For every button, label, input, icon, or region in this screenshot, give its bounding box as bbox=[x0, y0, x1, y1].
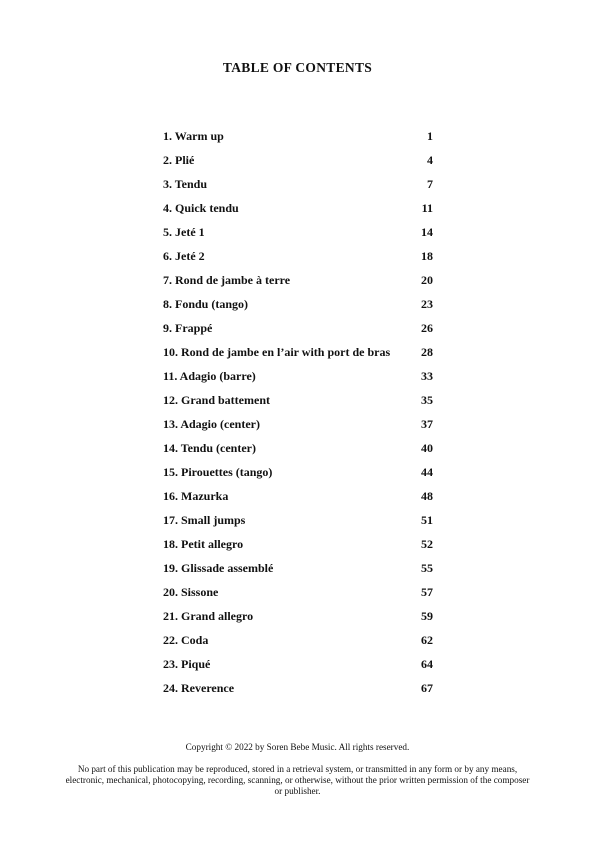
toc-entry-title: 2. Plié bbox=[163, 153, 195, 167]
table-of-contents bbox=[163, 127, 433, 703]
toc-entry-page: 7 bbox=[427, 177, 433, 191]
toc-entry-page: 14 bbox=[421, 225, 433, 239]
toc-entry-page: 62 bbox=[421, 633, 433, 647]
toc-entry-page: 59 bbox=[421, 609, 433, 623]
toc-entry bbox=[163, 319, 433, 343]
toc-entry bbox=[163, 463, 433, 487]
toc-entry-title: 7. Rond de jambe à terre bbox=[163, 273, 291, 287]
rights-notice: No part of this publication may be reproduced, stored in a retrieval system, or transmitted in any form or by any means, electronic, mechanical, photocopying, recording, scanning, or otherwise, without the prior written permission of the composer or publisher. bbox=[65, 764, 530, 796]
toc-entry bbox=[163, 151, 433, 175]
toc-entry bbox=[163, 223, 433, 247]
toc-entry bbox=[163, 127, 433, 151]
toc-entry-page: 51 bbox=[421, 513, 433, 527]
toc-entry-title: 18. Petit allegro bbox=[163, 537, 244, 551]
toc-entry bbox=[163, 511, 433, 535]
toc-entry bbox=[163, 487, 433, 511]
toc-entry bbox=[163, 199, 433, 223]
toc-entry-title: 14. Tendu (center) bbox=[163, 441, 256, 455]
toc-entry bbox=[163, 175, 433, 199]
toc-entry-page: 44 bbox=[421, 465, 433, 479]
copyright-notice: Copyright © 2022 by Soren Bebe Music. All rights reserved. bbox=[185, 742, 410, 752]
toc-entry-page: 35 bbox=[421, 393, 433, 407]
toc-entry-page: 37 bbox=[421, 417, 433, 431]
toc-entry-title: 23. Piqué bbox=[163, 657, 211, 671]
toc-entry-page: 40 bbox=[421, 441, 433, 455]
toc-entry bbox=[163, 655, 433, 679]
toc-entry bbox=[163, 247, 433, 271]
toc-entry-title: 19. Glissade assemblé bbox=[163, 561, 274, 575]
toc-entry-title: 22. Coda bbox=[163, 633, 209, 647]
toc-entry-title: 24. Reverence bbox=[163, 681, 235, 695]
toc-entry-page: 48 bbox=[421, 489, 433, 503]
toc-entry-page: 57 bbox=[421, 585, 433, 599]
toc-entry bbox=[163, 679, 433, 703]
toc-entry-title: 5. Jeté 1 bbox=[163, 225, 205, 239]
toc-entry-title: 6. Jeté 2 bbox=[163, 249, 205, 263]
toc-entry bbox=[163, 607, 433, 631]
toc-entry bbox=[163, 271, 433, 295]
toc-entry-page: 23 bbox=[421, 297, 433, 311]
toc-entry-page: 18 bbox=[421, 249, 433, 263]
toc-entry bbox=[163, 391, 433, 415]
toc-entry-title: 13. Adagio (center) bbox=[163, 417, 260, 431]
toc-entry bbox=[163, 559, 433, 583]
toc-entry-title: 20. Sissone bbox=[163, 585, 219, 599]
toc-entry-page: 55 bbox=[421, 561, 433, 575]
toc-entry-page: 20 bbox=[421, 273, 433, 287]
toc-entry-title: 21. Grand allegro bbox=[163, 609, 254, 623]
toc-entry-title: 11. Adagio (barre) bbox=[163, 369, 256, 383]
toc-entry bbox=[163, 631, 433, 655]
page-title: TABLE OF CONTENTS bbox=[222, 60, 373, 75]
toc-entry bbox=[163, 535, 433, 559]
toc-entry-title: 10. Rond de jambe en l’air with port de bras bbox=[163, 345, 391, 359]
toc-entry bbox=[163, 295, 433, 319]
toc-entry-title: 17. Small jumps bbox=[163, 513, 246, 527]
toc-entry-page: 28 bbox=[421, 345, 433, 359]
toc-entry bbox=[163, 439, 433, 463]
toc-entry-title: 3. Tendu bbox=[163, 177, 208, 191]
toc-entry bbox=[163, 343, 433, 367]
toc-entry-title: 8. Fondu (tango) bbox=[163, 297, 249, 311]
toc-entry-title: 1. Warm up bbox=[163, 129, 224, 143]
toc-entry-page: 26 bbox=[421, 321, 433, 335]
toc-entry-page: 4 bbox=[427, 153, 433, 167]
toc-entry-title: 4. Quick tendu bbox=[163, 201, 239, 215]
toc-entry-title: 15. Pirouettes (tango) bbox=[163, 465, 273, 479]
toc-entry-title: 12. Grand battement bbox=[163, 393, 270, 407]
toc-entry bbox=[163, 367, 433, 391]
toc-entry-page: 52 bbox=[421, 537, 433, 551]
toc-entry bbox=[163, 415, 433, 439]
toc-entry-page: 67 bbox=[421, 681, 433, 695]
toc-entry-page: 11 bbox=[421, 201, 433, 215]
toc-entry-title: 9. Frappé bbox=[163, 321, 213, 335]
toc-entry-page: 1 bbox=[427, 129, 433, 143]
toc-entry-page: 64 bbox=[421, 657, 433, 671]
toc-entry bbox=[163, 583, 433, 607]
toc-entry-page: 33 bbox=[421, 369, 433, 383]
toc-entry-title: 16. Mazurka bbox=[163, 489, 229, 503]
